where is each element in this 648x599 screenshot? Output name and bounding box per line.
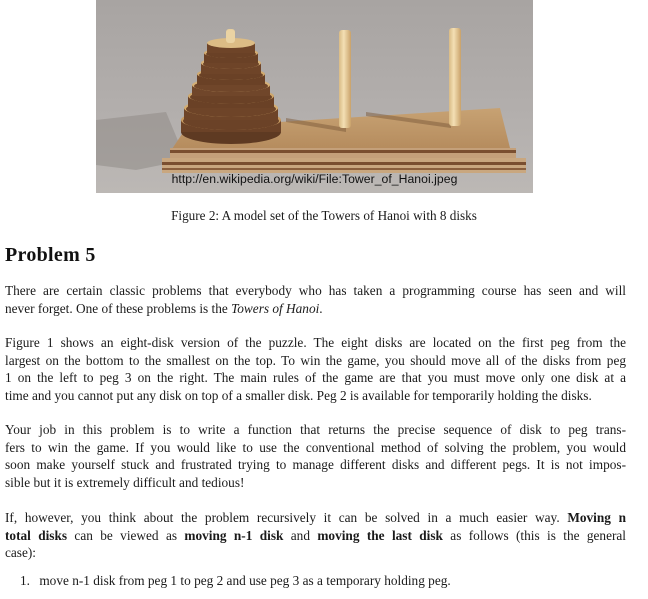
text-line: total disks can be viewed as moving n-1 disk and moving the last disk as follows (this is the general xyxy=(5,527,626,543)
tower-of-hanoi-illustration xyxy=(96,0,533,193)
text-line: sible but it is extremely difficult and tedious! xyxy=(5,474,245,490)
bold-text: Moving n xyxy=(567,510,626,525)
text-line: never forget. One of these problems is the Towers of Hanoi. xyxy=(5,300,323,316)
text-line: Your job in this problem is to write a function that returns the precise sequence of disk to peg trans- xyxy=(5,422,626,437)
paragraph-recursive xyxy=(5,509,626,562)
list-item-number: 1. xyxy=(20,573,30,588)
bold-text: moving the last disk xyxy=(317,527,443,543)
list-item xyxy=(20,573,451,589)
tower-of-hanoi-photo xyxy=(96,0,533,193)
italic-text: Towers of Hanoi xyxy=(231,300,320,316)
text-line: Figure 1 shows an eight-disk version of the puzzle. The eight disks are located on the first peg from the xyxy=(5,335,626,350)
text-line: case): xyxy=(5,545,37,561)
text-line: soon make yourself stuck and frustrated trying to manage different disks and different pegs. It is not impos- xyxy=(5,457,626,473)
list-item-text: move n-1 disk from peg 1 to peg 2 and use peg 3 as a temporary holding peg. xyxy=(39,573,451,588)
image-source-url: http://en.wikipedia.org/wiki/File:Tower_of_Hanoi.jpeg xyxy=(171,172,458,186)
bold-text: moving n-1 disk xyxy=(184,527,284,543)
text-line: time and you cannot put any disk on top of a smaller disk. Peg 2 is available for temporarily holding the disks. xyxy=(5,387,592,403)
text-line: largest on the bottom to the smallest on the top. To win the game, you should move all of the disks from peg xyxy=(5,352,626,368)
text-line: If, however, you think about the problem recursively it can be solved in a much easier way. Moving n xyxy=(5,510,626,525)
steps-list xyxy=(20,573,451,589)
text-line: There are certain classic problems that everybody who has taken a programming course has seen and will xyxy=(5,283,626,298)
text-line: fers to win the game. If you would like to use the conventional method of solving the problem, you would xyxy=(5,439,626,455)
text-line: 1 on the left to peg 3 on the right. The main rules of the game are that you must move only one disk at a xyxy=(5,370,626,386)
bold-text: total disks xyxy=(5,527,68,543)
paragraph-job xyxy=(5,421,626,491)
figure-caption: Figure 2: A model set of the Towers of Hanoi with 8 disks xyxy=(171,208,477,223)
paragraph-rules xyxy=(5,334,626,404)
paragraph-intro xyxy=(5,282,626,317)
section-title: Problem 5 xyxy=(5,244,96,266)
